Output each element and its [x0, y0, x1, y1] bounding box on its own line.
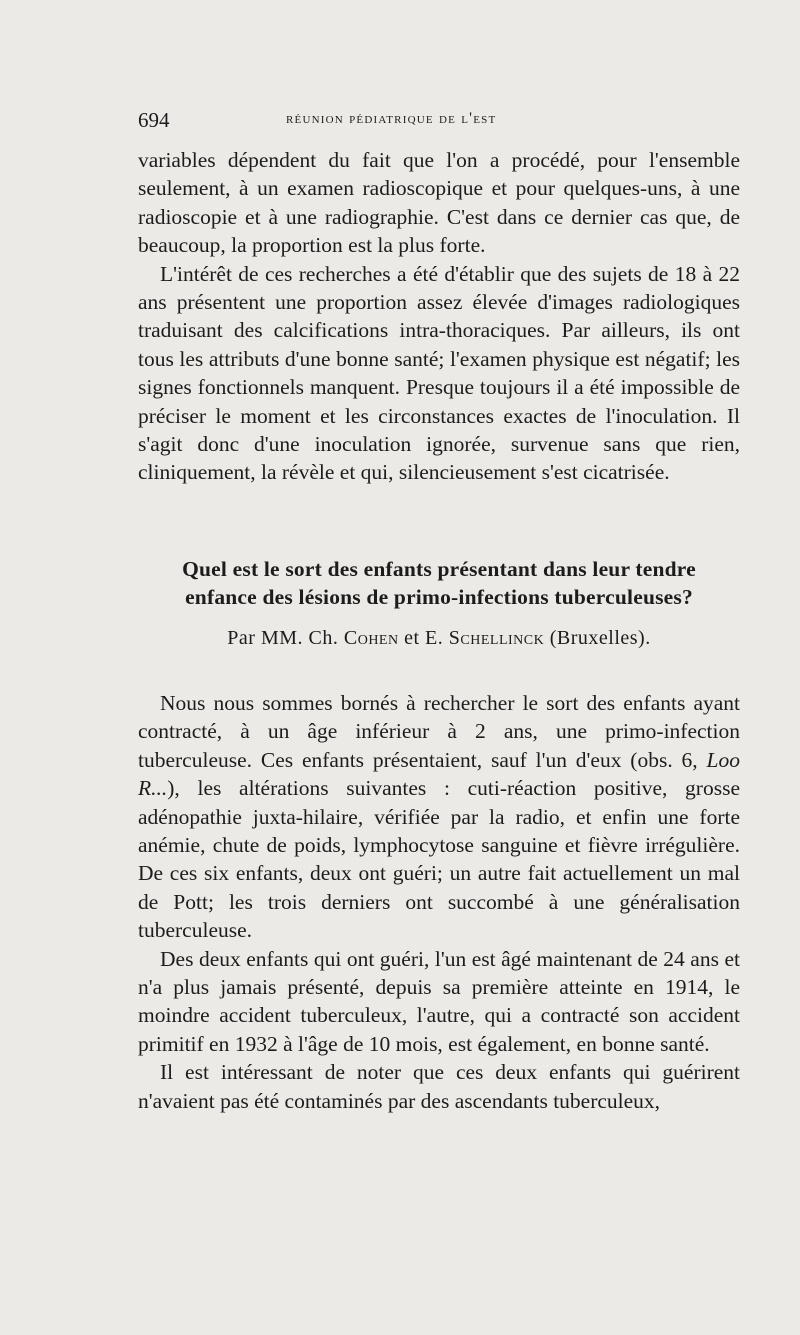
section-paragraph-1-part-b: ), les altérations suivantes : cuti-réaction positive, grosse adénopathie juxta-hilaire, vérifiée par la radio, et enfin une forte anémie, chute de poids, lymphocytose sanguine et fièvre irrégulière. De ces six enfants, deux ont guéri; un autre fait actuellement un mal de Pott; les trois derniers ont succombé à une généralisation tuberculeuse.: [138, 776, 740, 943]
section-paragraph-1: [138, 689, 740, 945]
page-number: 694: [138, 108, 170, 132]
section-body: [138, 689, 740, 1115]
section-title: [138, 555, 740, 611]
section-paragraph-3: Il est intéressant de noter que ces deux enfants qui guérirent n'avaient pas été contaminés par des ascendants tuberculeux,: [138, 1060, 740, 1113]
body-paragraph-2: L'intérêt de ces recherches a été d'établir que des sujets de 18 à 22 ans présentent une proportion assez élevée d'images radiologiques traduisant des calcifications intra-thoraciques. Par ailleurs, ils ont tous les attributs d'une bonne santé; l'examen physique est négatif; les signes fonctionnels manquent. Presque toujours il a été impossible de préciser le moment et les circonstances exactes de l'inoculation. Il s'agit donc d'une inoculation ignorée, survenue sans que rien, cliniquement, la révèle et qui, silencieusement s'est cicatrisée.: [138, 261, 740, 485]
section-paragraph-2: Des deux enfants qui ont guéri, l'un est âgé maintenant de 24 ans et n'a plus jamais présenté, depuis sa première atteinte en 1914, le moindre accident tuberculeux, l'autre, qui a contracté son accident primitif en 1932 à l'âge de 10 mois, est également, en bonne santé.: [138, 946, 740, 1056]
observation-name: Loo R...: [138, 747, 740, 801]
page-content: [138, 146, 740, 1115]
section-title-line-1: Quel est le sort des enfants présentant dans leur tendre: [182, 556, 696, 581]
section-title-line-2: enfance des lésions de primo-infections tuberculeuses?: [185, 584, 693, 609]
body-paragraph-1: variables dépendent du fait que l'on a procédé, pour l'ensemble seulement, à un examen radioscopique et pour quelques-uns, à une radioscopie et à une radiographie. C'est dans ce dernier cas que, de beaucoup, la proportion est la plus forte.: [138, 148, 740, 258]
section-paragraph-1-part-a: Nous nous sommes bornés à rechercher le sort des enfants ayant contracté, à un âge inférieur à 2 ans, une primo-infection tuberculeuse. Ces enfants présentaient, sauf l'un d'eux (obs. 6,: [138, 690, 740, 772]
author-2-surname: Schellinck: [448, 626, 545, 649]
authors-prefix: Par MM. Ch.: [227, 626, 344, 649]
running-title: réunion pédiatrique de l'est: [286, 110, 497, 127]
authors-conjunction: et E.: [398, 626, 449, 649]
authors-line: [138, 625, 740, 651]
authors-affiliation: (Bruxelles).: [544, 626, 651, 649]
author-1-surname: Cohen: [343, 626, 399, 649]
page-header: [138, 108, 740, 136]
